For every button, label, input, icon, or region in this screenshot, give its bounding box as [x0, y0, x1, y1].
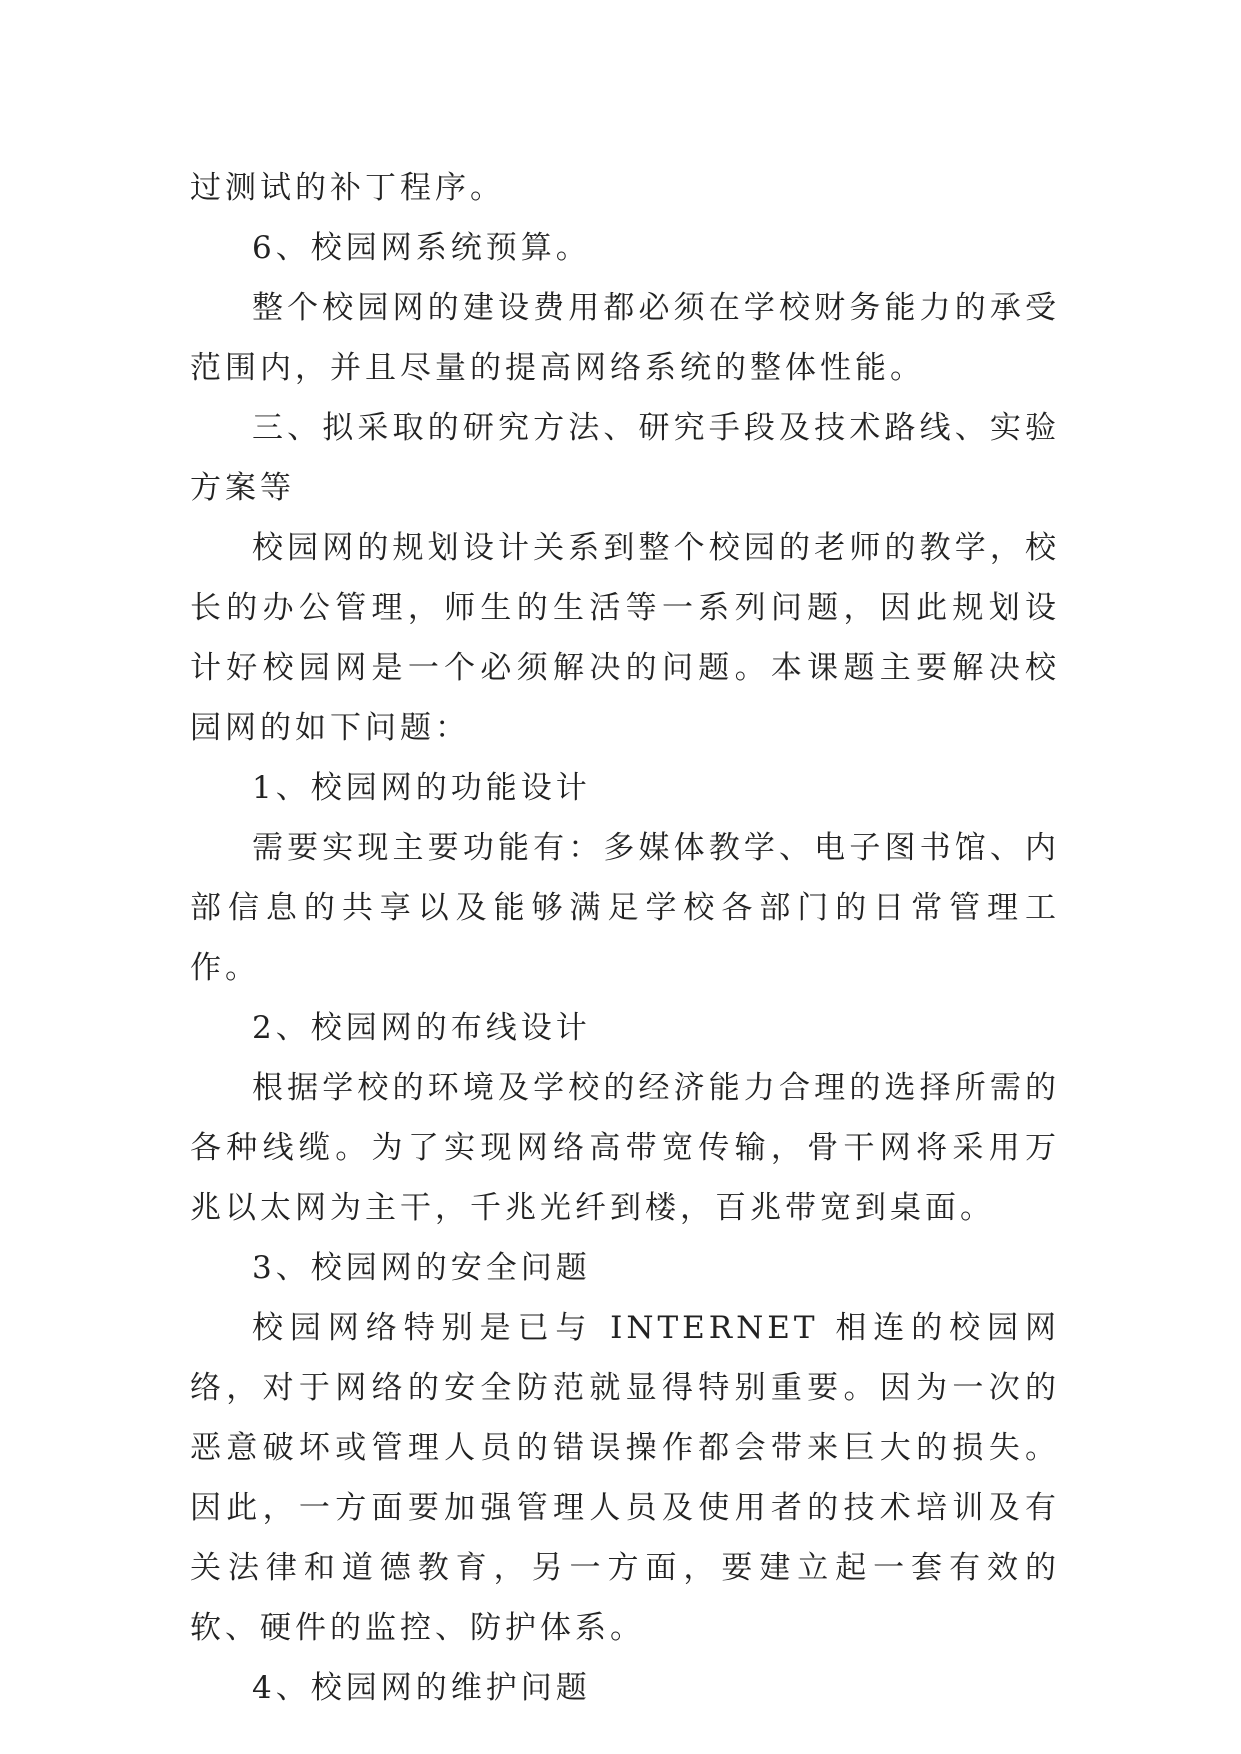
section-heading: 三、拟采取的研究方法、研究手段及技术路线、实验方案等 [190, 410, 1060, 506]
paragraph: 过测试的补丁程序。 [190, 170, 505, 206]
paragraph: 整个校园网的建设费用都必须在学校财务能力的承受范围内，并且尽量的提高网络系统的整体性能。 [190, 290, 1060, 386]
section-heading: 4、校园网的维护问题 [252, 1670, 591, 1706]
section-heading: 1、校园网的功能设计 [252, 770, 591, 806]
section-heading: 3、校园网的安全问题 [252, 1250, 591, 1286]
document-body [190, 158, 1060, 1718]
section-heading: 2、校园网的布线设计 [252, 1010, 591, 1046]
paragraph: 校园网络特别是已与 INTERNET 相连的校园网络，对于网络的安全防范就显得特别重要。因为一次的恶意破坏或管理人员的错误操作都会带来巨大的损失。因此，一方面要加强管理人员及使用者的技术培训及有关法律和道德教育，另一方面，要建立起一套有效的软、硬件的监控、防护体系。 [190, 1310, 1060, 1646]
paragraph: 需要实现主要功能有：多媒体教学、电子图书馆、内部信息的共享以及能够满足学校各部门的日常管理工作。 [190, 830, 1060, 986]
section-heading: 6、校园网系统预算。 [252, 230, 591, 266]
paragraph: 校园网的规划设计关系到整个校园的老师的教学，校长的办公管理，师生的生活等一系列问题，因此规划设计好校园网是一个必须解决的问题。本课题主要解决校园网的如下问题： [190, 530, 1060, 746]
paragraph: 根据学校的环境及学校的经济能力合理的选择所需的各种线缆。为了实现网络高带宽传输，骨干网将采用万兆以太网为主干，千兆光纤到楼，百兆带宽到桌面。 [190, 1070, 1060, 1226]
